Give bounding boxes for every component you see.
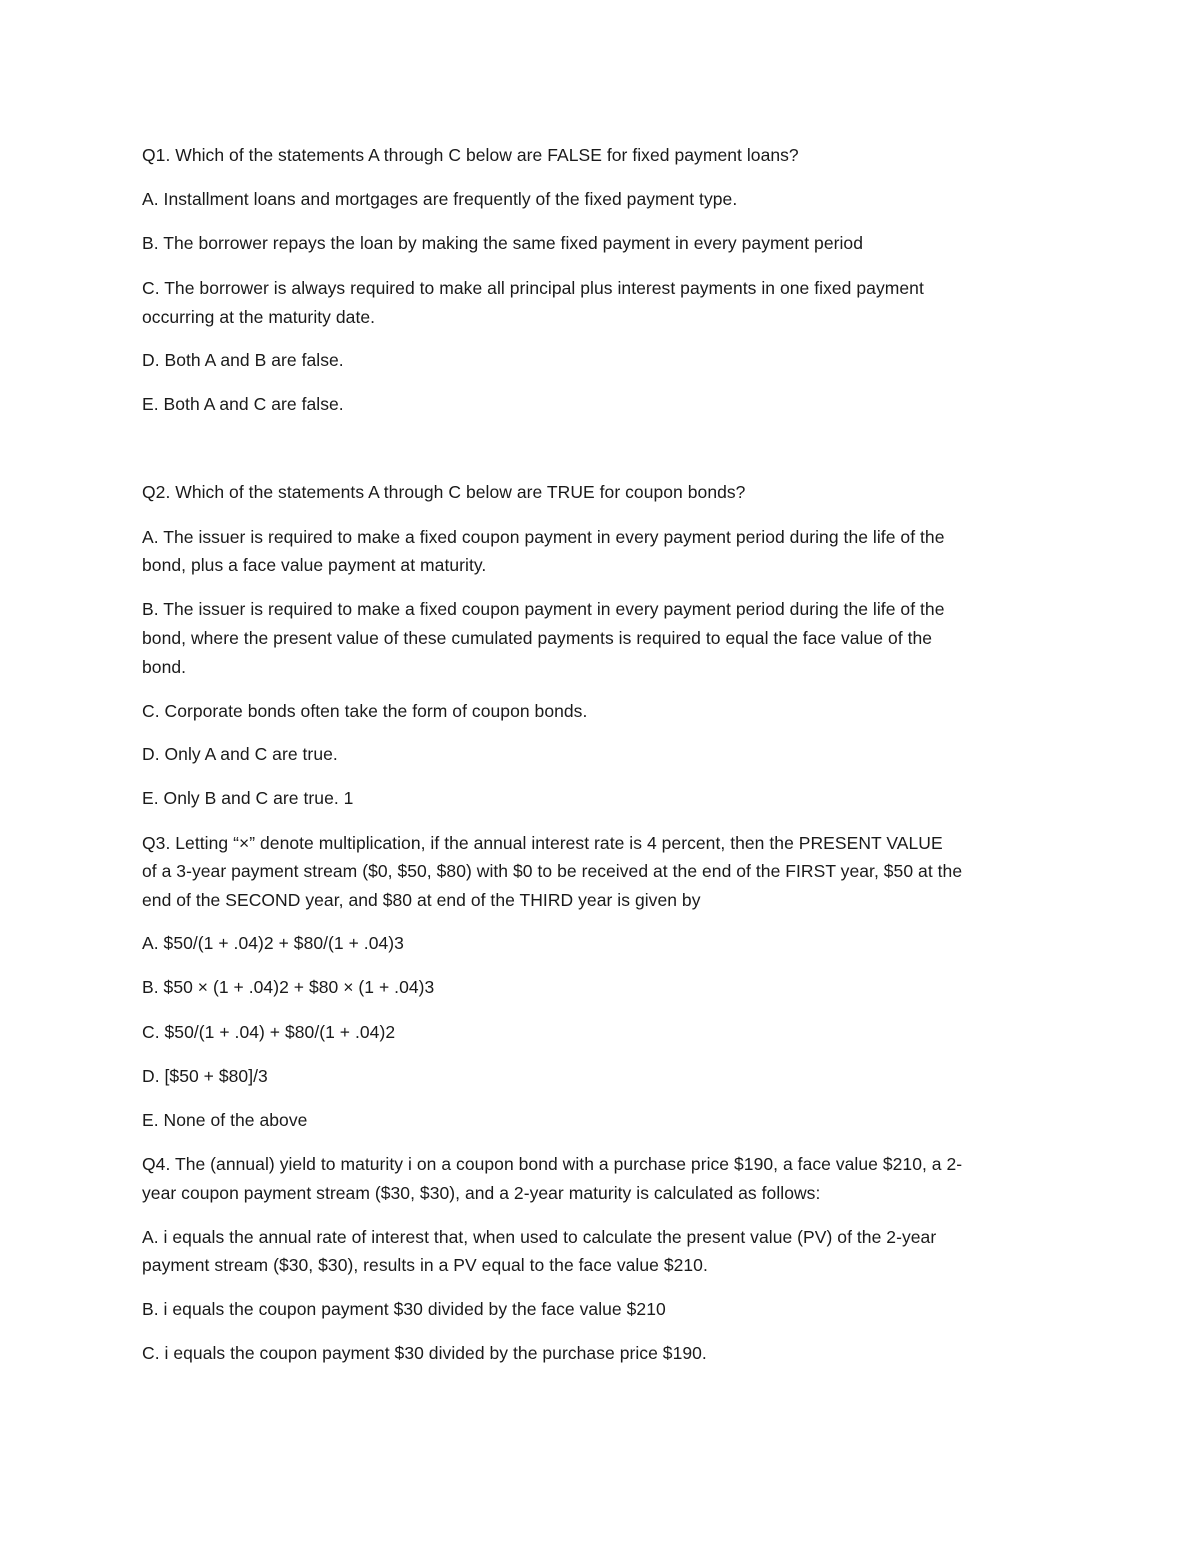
q2-option-b-continued-2: bond. xyxy=(142,657,187,677)
q4-option-a-continued: payment stream ($30, $30), results in a PV equal to the face value $210. xyxy=(142,1255,708,1275)
q1-option-a: A. Installment loans and mortgages are frequently of the fixed payment type. xyxy=(142,189,738,209)
q1-option-c-continued: occurring at the maturity date. xyxy=(142,307,376,327)
q3-option-a: A. $50/(1 + .04)2 + $80/(1 + .04)3 xyxy=(142,933,404,953)
q3-question-continued: of a 3-year payment stream ($0, $50, $80) with $0 to be received at the end of the FIRST year, $50 at the xyxy=(142,861,963,881)
q1-option-c: C. The borrower is always required to make all principal plus interest payments in one fixed payment xyxy=(142,278,924,298)
q1-option-b: B. The borrower repays the loan by making the same fixed payment in every payment period xyxy=(142,233,863,253)
q4-option-c: C. i equals the coupon payment $30 divided by the purchase price $190. xyxy=(142,1343,707,1363)
q2-question: Q2. Which of the statements A through C below are TRUE for coupon bonds? xyxy=(142,482,746,502)
q4-option-b: B. i equals the coupon payment $30 divided by the face value $210 xyxy=(142,1299,666,1319)
q1-question: Q1. Which of the statements A through C below are FALSE for fixed payment loans? xyxy=(142,145,799,165)
q3-question-continued-2: end of the SECOND year, and $80 at end of the THIRD year is given by xyxy=(142,890,701,910)
q2-option-e: E. Only B and C are true. 1 xyxy=(142,788,354,808)
q2-option-c: C. Corporate bonds often take the form of coupon bonds. xyxy=(142,701,588,721)
q4-question: Q4. The (annual) yield to maturity i on a coupon bond with a purchase price $190, a face value $210, a 2- xyxy=(142,1154,963,1174)
q1-option-e: E. Both A and C are false. xyxy=(142,394,344,414)
q3-option-b: B. $50 × (1 + .04)2 + $80 × (1 + .04)3 xyxy=(142,977,435,997)
q3-question: Q3. Letting “×” denote multiplication, if the annual interest rate is 4 percent, then the PRESENT VALUE xyxy=(142,833,943,853)
q3-option-e: E. None of the above xyxy=(142,1110,308,1130)
q2-option-a-continued: bond, plus a face value payment at maturity. xyxy=(142,555,487,575)
q4-option-a: A. i equals the annual rate of interest that, when used to calculate the present value (PV) of the 2-year xyxy=(142,1227,937,1247)
q4-question-continued: year coupon payment stream ($30, $30), and a 2-year maturity is calculated as follows: xyxy=(142,1183,821,1203)
q2-option-a: A. The issuer is required to make a fixed coupon payment in every payment period during the life of the xyxy=(142,527,945,547)
q1-option-d: D. Both A and B are false. xyxy=(142,350,344,370)
q3-option-c: C. $50/(1 + .04) + $80/(1 + .04)2 xyxy=(142,1022,396,1042)
q2-option-d: D. Only A and C are true. xyxy=(142,744,338,764)
q3-option-d: D. [$50 + $80]/3 xyxy=(142,1066,268,1086)
q2-option-b-continued: bond, where the present value of these cumulated payments is required to equal the face value of the xyxy=(142,628,933,648)
q2-option-b: B. The issuer is required to make a fixed coupon payment in every payment period during the life of the xyxy=(142,599,945,619)
